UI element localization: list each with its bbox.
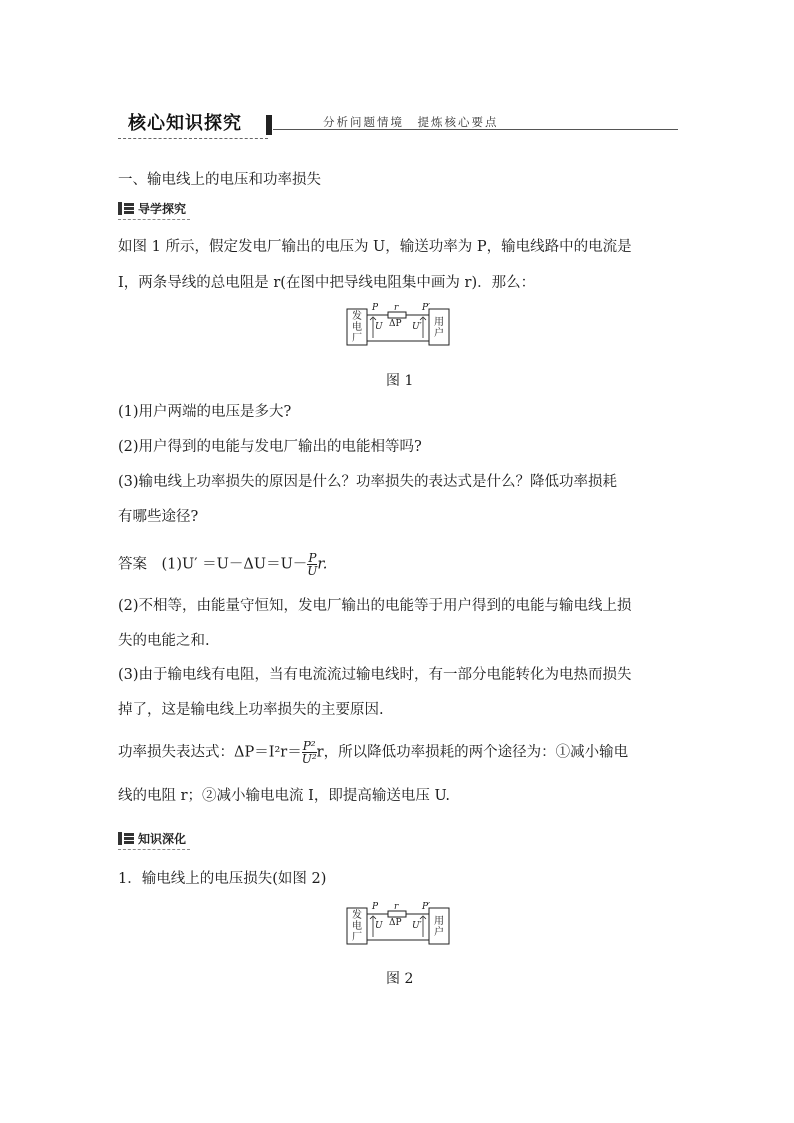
question-2: (2)用户得到的电能与发电厂输出的电能相等吗? — [118, 439, 422, 455]
answer-2-line-1: (2)不相等，由能量守恒知，发电厂输出的电能等于用户得到的电能与输电线上损 — [118, 598, 632, 614]
label-U-prime: U′ — [412, 322, 422, 332]
tag-label: 知识深化 — [138, 832, 187, 846]
label-P: P — [372, 902, 379, 912]
answer-2-line-2: 失的电能之和. — [118, 633, 210, 649]
question-3-line-2: 有哪些途径? — [118, 509, 199, 525]
banner-subtitle: 分析问题情境 提炼核心要点 — [323, 115, 499, 129]
intro-line-2: I，两条导线的总电阻是 r(在图中把导线电阻集中画为 r)．那么： — [118, 275, 536, 291]
tag-knowledge-deepening — [118, 830, 238, 848]
section-heading: 一、输电线上的电压和功率损失 — [118, 172, 321, 188]
list-icon — [118, 832, 134, 845]
label-r: r — [394, 902, 399, 912]
section-banner — [118, 110, 678, 140]
banner-divider — [266, 115, 272, 135]
user-label: 用户 — [434, 916, 444, 938]
label-U: U — [375, 921, 383, 931]
banner-dashed-underline — [118, 138, 268, 139]
power-plant-label: 发电厂 — [352, 311, 362, 344]
point-1: 1．输电线上的电压损失(如图 2) — [118, 871, 327, 887]
label-P: P — [372, 303, 379, 313]
label-U-prime: U′ — [412, 921, 422, 931]
label-U: U — [375, 322, 383, 332]
answer-4-line-2: 线的电阻 r；②减小输电电流 I，即提高输送电压 U. — [118, 788, 450, 804]
figure-2-caption: 图 2 — [386, 971, 414, 987]
label-delta-P: ΔP — [389, 918, 402, 928]
tag-label: 导学探究 — [138, 202, 187, 216]
circuit-diagram-2 — [346, 904, 446, 944]
answer-1: 答案 (1)U′ ＝U－ΔU＝U－ $\frac{P}{U}$ r. — [118, 551, 328, 578]
answer-3-line-2: 掉了，这是输电线上功率损失的主要原因. — [118, 702, 384, 718]
circuit-diagram-1 — [346, 305, 446, 345]
figure-1-caption: 图 1 — [386, 373, 414, 389]
answer-label: 答案 — [118, 556, 147, 573]
question-3-line-1: (3)输电线上功率损失的原因是什么？功率损失的表达式是什么？降低功率损耗 — [118, 474, 618, 490]
fraction-P-over-U: $\frac{P}{U}$ — [307, 551, 318, 578]
label-delta-P: ΔP — [389, 319, 402, 329]
answer-4-line-1: 功率损失表达式：ΔP＝I²r＝ $\frac{\text{P²}}{\text{U²}}$ r，所以降低功率损耗的两个途径为：①减小输电 — [118, 739, 629, 766]
question-1: (1)用户两端的电压是多大? — [118, 404, 292, 420]
power-plant-label: 发电厂 — [352, 910, 362, 943]
tag-guided-inquiry — [118, 200, 238, 218]
answer-3-line-1: (3)由于输电线有电阻，当有电流流过输电线时，有一部分电能转化为电热而损失 — [118, 667, 632, 683]
banner-title: 核心知识探究 — [128, 113, 242, 134]
user-label: 用户 — [434, 317, 444, 339]
label-P-prime: P′ — [422, 303, 431, 313]
intro-line-1: 如图 1 所示，假定发电厂输出的电压为 U，输送功率为 P，输电线路中的电流是 — [118, 239, 632, 255]
answer-1-expr: (1)U′ ＝U－ΔU＝U－ — [161, 556, 308, 573]
label-P-prime: P′ — [422, 902, 431, 912]
label-r: r — [394, 303, 399, 313]
fraction-P2-over-U2: $\frac{\text{P²}}{\text{U²}}$ — [301, 739, 317, 766]
list-icon — [118, 202, 134, 215]
